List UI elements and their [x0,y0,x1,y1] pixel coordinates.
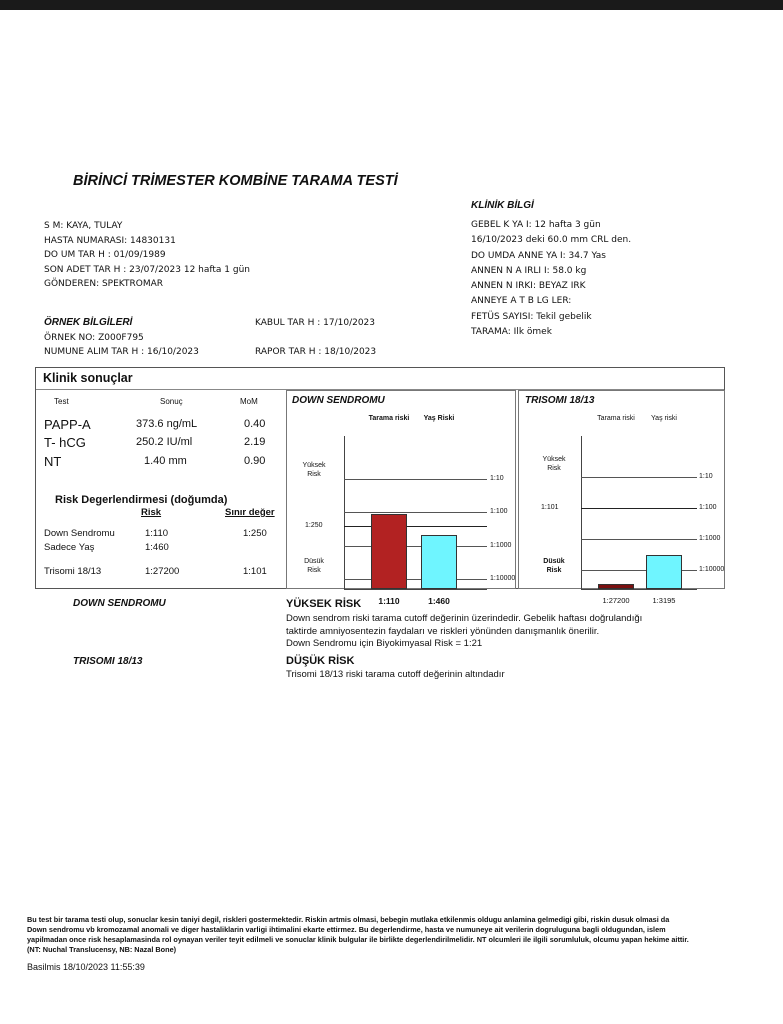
x-axis [344,589,487,590]
risk-label: Trisomi 18/13 [44,566,102,577]
test-name: T- hCG [44,435,86,450]
clinical-line: DO UMDA ANNE YA I: 34.7 Yas [471,250,606,261]
gridline [581,539,697,540]
report-title: BİRİNCİ TRİMESTER KOMBİNE TARAMA TESTİ [73,173,398,189]
clinical-line: FETÜS SAYISI: Tekil gebelik [471,311,592,322]
clinical-info-heading: KLİNİK BİLGİ [471,200,534,211]
bar-value-label: 1:27200 [602,596,630,605]
patient-line: DO UM TAR H : 01/09/1989 [44,250,166,260]
patient-line: S M: KAYA, TULAY [44,221,123,231]
category-label: Tarama riski [368,415,410,422]
results-heading: Klinik sonuçlar [43,371,133,385]
col-result: Sonuç [160,397,183,406]
col-mom: MoM [240,397,258,406]
bar-value-label: 1:460 [428,596,450,606]
test-result: 250.2 IU/ml [136,436,193,448]
disclaimer [27,915,757,955]
risk-value: 1:110 [145,528,169,539]
low-risk-label: Düsük Risk [543,558,565,574]
risk-cutoff: 1:101 [243,566,267,577]
col-test: Test [54,397,69,406]
clinical-line: 16/10/2023 deki 60.0 mm CRL den. [471,235,632,246]
bar [598,584,634,589]
low-risk-label: Düsük Risk [304,558,324,574]
disclaimer-line: Bu test bir tarama testi olup, sonuclar kesin taniyi degil, riskleri gostermektedir. Riskin artmis olmasi, bebegin mutlaka etkilenmis oldugu anlamina gelmedigi gibi, riskin dusuk olmasi da [27,915,670,924]
risk-row [44,542,294,556]
bar-value-label: 1:110 [378,596,400,606]
interp-text [286,613,642,651]
tick-label: 1:1000 [699,535,721,543]
category-label: Yaş Riski [423,415,455,422]
tick-label: 1:100 [490,508,508,516]
cutoff-label: 1:101 [541,504,559,512]
table-row [44,435,284,450]
gridline [344,512,487,513]
interp-line: Trisomi 18/13 riski tarama cutoff değerinin altındadır [286,669,505,680]
cutoff-label: 1:250 [305,521,323,529]
gridline [344,546,487,547]
tick-label: 1:10 [490,475,504,483]
clinical-line: GEBEL K YA I: 12 hafta 3 gün [471,220,601,230]
bar [421,535,457,589]
patient-line: SON ADET TAR H : 23/07/2023 12 hafta 1 gün [44,264,251,275]
risk-value: 1:27200 [145,566,180,577]
interp-line: taktirde amniyosentezin faydaları ve riskleri yönünden danışmanlık önerilir. [286,625,600,637]
risk-label: Sadece Yaş [44,542,95,553]
gridline [344,479,487,480]
tick-label: 1:10000 [699,566,725,574]
clinical-line: TARAMA: Ilk ömek [471,327,552,338]
chart-title: DOWN SENDROMU [292,395,385,406]
disclaimer-line: yapilmadan once risk hesaplamasinda rol oynayan veriler teyit edilmeli ve sonuclar klinik bulgular ile birlikte degerlendirilmelidir. NT olcumleri ile ilgili sorumluluk, olcumu yapan hekime aittir. [27,935,689,944]
interp-heading: YÜKSEK RİSK [286,598,362,610]
risk-cutoff: 1:250 [243,528,267,539]
printed-date: Basilmis 18/10/2023 11:55:39 [27,962,145,972]
patient-info [44,219,250,292]
category-label: Yaş riski [651,415,677,422]
clinical-line: ANNEN N A IRLI I: 58.0 kg [471,265,587,276]
test-result: 1.40 mm [144,455,187,467]
interp-line: Down Sendromu için Biyokimyasal Risk = 1:21 [286,638,483,649]
interp-text [286,669,505,680]
cutoff-line [344,526,487,527]
disclaimer-line: (NT: Nuchal Translucensy, NB: Nazal Bone) [27,945,177,954]
bar [646,555,682,589]
down-syndrome-chart [286,390,516,606]
tick-label: 1:1000 [490,541,512,549]
clinical-line: ANNEYE A T B LG LER: [471,296,572,307]
patient-line: GÖNDEREN: SPEKTROMAR [44,279,164,289]
interp-line: Down sendrom riski tarama cutoff değerinin üzerindedir. Gebelik haftası doğrulandığı [286,613,643,624]
tick-label: 1:100 [699,504,717,512]
test-result: 373.6 ng/mL [136,418,198,430]
high-risk-label: Yüksek Risk [302,462,326,478]
chart-title: TRISOMI 18/13 [525,395,595,406]
clinical-line: ANNEN N IRKI: BEYAZ IRK [471,281,586,292]
test-name: PAPP-A [44,417,91,432]
test-mom: 2.19 [244,436,266,448]
category-label: Tarama riski [597,415,635,422]
test-mom: 0.90 [244,455,266,467]
table-row [44,454,284,469]
acceptance-date: KABUL TAR H : 17/10/2023 [255,318,376,328]
sample-no: ÖRNEK NO: Z000F795 [44,333,144,343]
results-box [35,367,725,606]
collection-date: NUMUNE ALIM TAR H : 16/10/2023 [44,347,199,357]
clinical-info [471,218,631,340]
trisomy-chart [518,390,725,605]
interp-label: TRISOMI 18/13 [73,656,143,667]
risk-col-risk: Risk [141,507,162,518]
risk-heading: Risk Degerlendirmesi (doğumda) [55,494,228,506]
high-risk-label: Yüksek Risk [542,456,566,472]
gridline [581,477,697,478]
report-date: RAPOR TAR H : 18/10/2023 [255,347,377,357]
test-name: NT [44,454,62,469]
x-axis [581,589,697,590]
interp-label: DOWN SENDROMU [73,598,166,609]
risk-row [44,566,294,580]
table-row [44,417,284,432]
tick-label: 1:10000 [490,574,516,582]
risk-value: 1:460 [145,542,169,553]
cutoff-line [581,508,697,509]
bar-value-label: 1:3195 [652,596,676,605]
interp-heading: DÜŞÜK RİSK [286,655,355,667]
disclaimer-line: Down sendromu vb kromozamal anomali ve diger hastaliklarin varligi ihtimalini ekarte ettirmez. Bu degerlendirme, hasta ve numuneye ait verilerin dogruluguna bagli oldugundan, islem [27,925,666,934]
sample-heading: ÖRNEK BİLGİLERİ [44,317,133,328]
patient-line: HASTA NUMARASI: 14830131 [44,235,176,246]
test-mom: 0.40 [244,418,266,430]
tick-label: 1:10 [699,473,713,481]
bar [371,514,407,589]
gridline [344,579,487,580]
top-border [0,0,783,10]
risk-col-cutoff: Sınır değer [225,507,275,518]
risk-row [44,528,294,542]
y-axis [581,436,582,589]
risk-label: Down Sendromu [44,528,115,539]
